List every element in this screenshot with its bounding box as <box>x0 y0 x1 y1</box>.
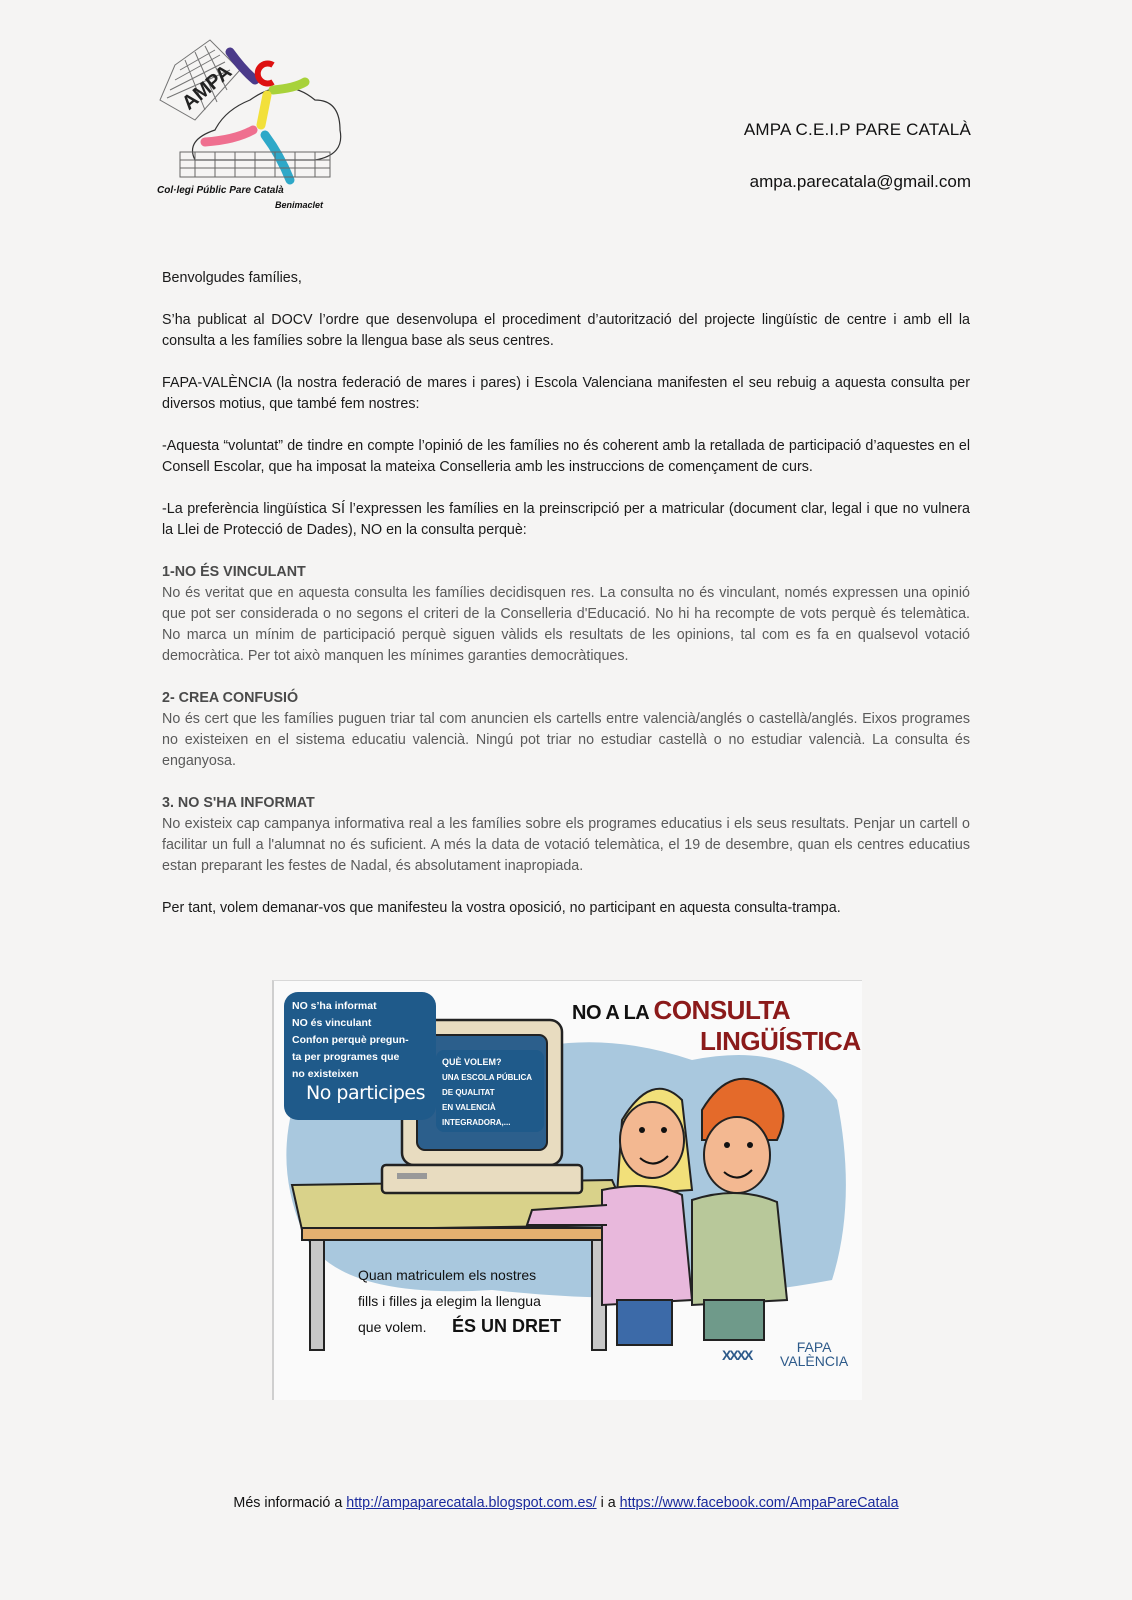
fapa-name: FAPA <box>796 1339 832 1355</box>
section-body: No existeix cap campanya informativa real a les famílies sobre els programes educatius i els seus resultats. Penjar un cartell o facilitar un full a l'alumnat no és suficient. A més la data de votació telemàtica, el 19 de desembre, quan els centres educatius estan preparant les festes de Nadal, és absolutament inapropiada. <box>162 816 970 874</box>
footer-prefix: Més informació a <box>233 1495 347 1511</box>
warning-line: NO és vinculant <box>292 1017 372 1029</box>
caption-line: Quan matriculem els nostres <box>358 1267 537 1283</box>
want-line: EN VALENCIÀ <box>442 1103 496 1112</box>
section-crea-confusio <box>162 688 970 772</box>
organization-email: ampa.parecatala@gmail.com <box>749 172 971 191</box>
warning-line: no existeixen <box>292 1068 359 1080</box>
section-no-vinculant <box>162 562 970 667</box>
footer-info <box>0 1495 1132 1511</box>
what-we-want-title: QUÈ VOLEM? <box>442 1057 502 1067</box>
logo-school-name: Col·legi Públic Pare Català <box>157 185 284 196</box>
no-participes-call: No participes <box>306 1082 425 1104</box>
poster-title-linguistica: LINGÜÍSTICA <box>700 1026 861 1056</box>
section-heading: 1-NO ÉS VINCULANT <box>162 564 306 580</box>
section-heading: 2- CREA CONFUSIÓ <box>162 690 299 706</box>
footer-middle: i a <box>596 1495 620 1511</box>
logo-badge: AMPA <box>177 60 237 115</box>
warning-line: NO s’ha informat <box>292 1000 377 1012</box>
poster-warning-box <box>284 992 436 1120</box>
paragraph-voluntat: -Aquesta “voluntat” de tindre en compte l’opinió de les famílies no és coherent amb la retallada de participació d’aquestes en el Consell Escolar, que ha imposat la mateixa Conselleria amb les instruccions de començament de curs. <box>162 438 970 475</box>
poster-title <box>572 995 790 1026</box>
fapa-city: VALÈNCIA <box>780 1353 849 1369</box>
fapa-logo-text <box>780 1340 848 1368</box>
letter-body <box>162 268 970 940</box>
warning-line: ta per programes que <box>292 1051 400 1063</box>
paragraph-preferencia: -La preferència lingüística SÍ l’expressen les famílies en la preinscripció per a matricular (document clar, legal i que no vulnera la Llei de Protecció de Dades), NO en la consulta perquè: <box>162 501 970 538</box>
section-body: No és veritat que en aquesta consulta les famílies decidisquen res. La consulta no és vinculant, només expressen una opinió que pot ser considerada o no segons el criteri de la Conselleria d'Educació. No hi ha recompte de vots perquè és telemàtica. No marca un mínim de participació perquè siguen vàlids els resultats de les opinions, tal com es fa en qualsevol votació democràtica. Per tot això manquen les mínimes garanties democràtiques. <box>162 585 970 664</box>
greeting: Benvolgudes famílies, <box>162 270 302 286</box>
section-heading: 3. NO S'HA INFORMAT <box>162 795 315 811</box>
poster-title-consulta: CONSULTA <box>653 995 791 1025</box>
want-line: DE QUALITAT <box>442 1088 495 1097</box>
want-line: UNA ESCOLA PÚBLICA <box>442 1073 533 1082</box>
paragraph-fapa: FAPA-VALÈNCIA (la nostra federació de mares i pares) i Escola Valenciana manifesten el seu rebuig a aquesta consulta per diversos motius, que també fem nostres: <box>162 375 970 412</box>
caption-line: que volem. <box>358 1319 427 1335</box>
organization-name: AMPA C.E.I.P PARE CATALÀ <box>743 120 971 139</box>
school-logo <box>155 30 355 215</box>
section-no-informat <box>162 793 970 877</box>
blog-link[interactable]: http://ampaparecatala.blogspot.com.es/ <box>346 1495 597 1511</box>
warning-line: Confon perquè pregun- <box>292 1034 409 1046</box>
closing-paragraph: Per tant, volem demanar-vos que manifesteu la vostra oposició, no participant en aquesta consulta-trampa. <box>162 900 841 916</box>
poster-slogan: ÉS UN DRET <box>452 1316 562 1336</box>
poster-title-prefix: NO A LA <box>572 1002 654 1024</box>
facebook-link[interactable]: https://www.facebook.com/AmpaPareCatala <box>619 1495 899 1511</box>
fapa-logo-icon: XXXX <box>722 1347 752 1363</box>
paragraph-docv: S’ha publicat al DOCV l’ordre que desenvolupa el procediment d’autorització del projecte lingüístic de centre i amb ell la consulta a les famílies sobre la llengua base als seus centres. <box>162 312 970 349</box>
school-logo-graphic <box>155 30 355 215</box>
section-body: No és cert que les famílies puguen triar tal com anuncien els cartells entre valencià/anglés o castellà/anglés. Eixos programes no existeixen en el sistema educatiu valencià. Ningú pot triar no estudiar castellà o no estudiar valencià. La consulta és enganyosa. <box>162 711 970 769</box>
logo-subtext: Benimaclet <box>275 200 324 210</box>
want-line: INTEGRADORA,... <box>442 1118 511 1127</box>
poster-what-we-want-box <box>436 1050 544 1132</box>
caption-line: fills i filles ja elegim la llengua <box>358 1293 541 1309</box>
